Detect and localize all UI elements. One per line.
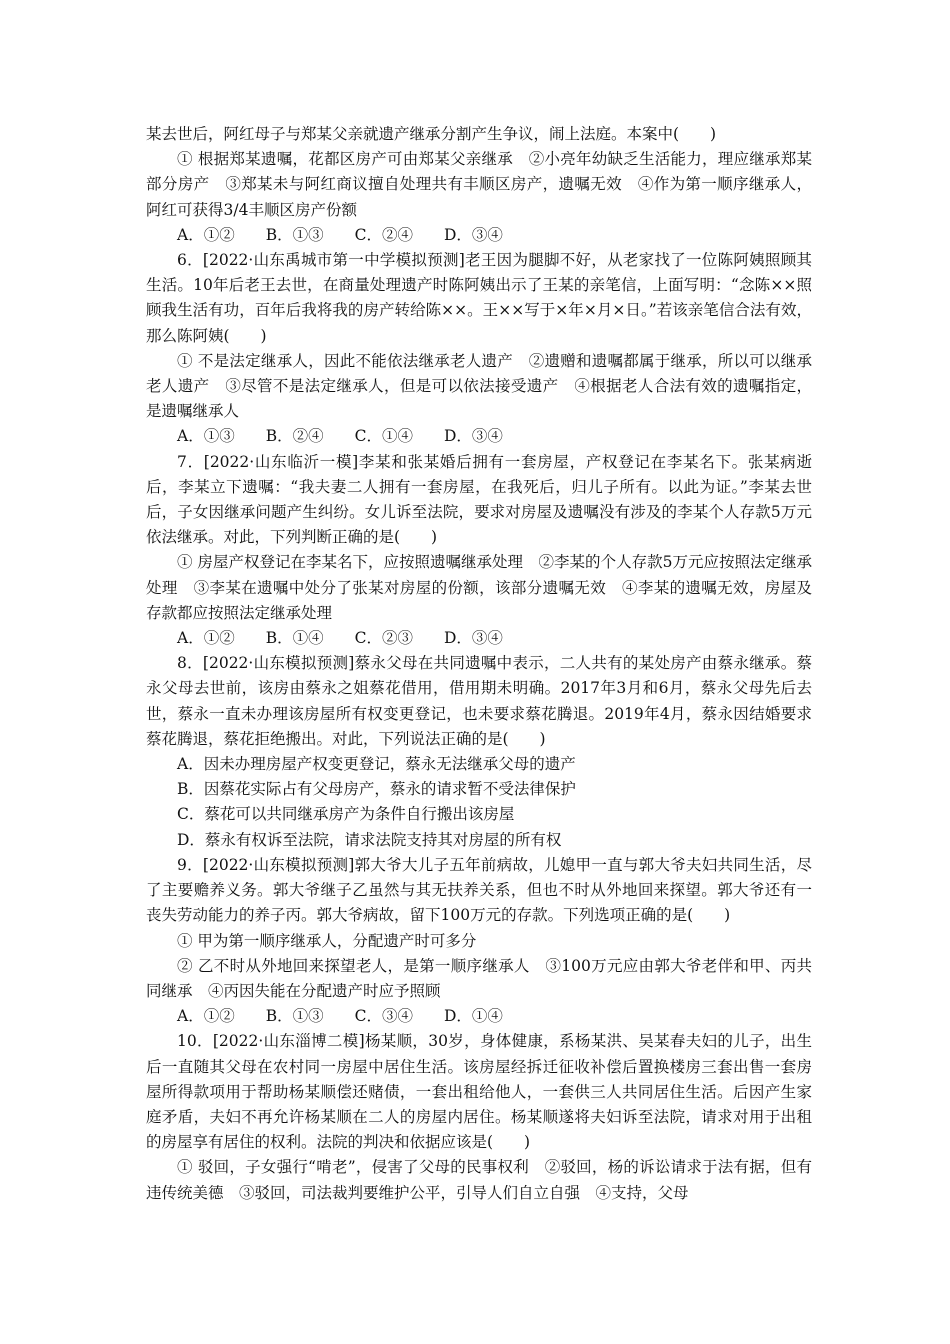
q7-stem: 7．[2022·山东临沂一模]李某和张某婚后拥有一套房屋，产权登记在李某名下。张某病逝后，李某立下遗嘱：“我夫妻二人拥有一套房屋，在我死后，归儿子所有。以此为证。”李某去世后，子女因继承问题产生纠纷。女儿诉至法院，要求对房屋及遗嘱没有涉及的李某个人存款5万元依法继承。对此，下列判断正确的是( ) xyxy=(146,452,812,547)
q10-stem: 10．[2022·山东淄博二模]杨某顺，30岁，身体健康，系杨某洪、吴某春夫妇的儿子，出生后一直随其父母在农村同一房屋中居住生活。该房屋经拆迁征收补偿后置换楼房三套出售一套房屋所得款项用于帮助杨某顺偿还赌债，一套出租给他人，一套供三人共同居住生活。后因产生家庭矛盾，夫妇不再允许杨某顺在二人的房屋内居住。杨某顺遂将夫妇诉至法院，请求对用于出租的房屋享有居住的权利。法院的判决和依据应该是( ) xyxy=(146,1032,812,1152)
q5-stem-tail: 某去世后，阿红母子与郑某父亲就遗产继承分割产生争议，闹上法庭。本案中( ) xyxy=(146,125,717,143)
q5-statements: ① 根据郑某遗嘱，花都区房产可由郑某父亲继承 ②小亮年幼缺乏生活能力，理应继承郑某部分房产 ③郑某未与阿红商议擅自处理共有丰顺区房产，遗嘱无效 ④作为第一顺序继承人，阿红可获得3/4丰顺区房产份额 xyxy=(146,150,812,219)
q8-choice-a: A．因未办理房屋产权变更登记，蔡永无法继承父母的遗产 xyxy=(177,755,576,774)
exam-page xyxy=(146,122,812,1206)
q9-stem: 9．[2022·山东模拟预测]郭大爷大儿子五年前病故，儿媳甲一直与郭大爷夫妇共同生活，尽了主要赡养义务。郭大爷继子乙虽然与其无扶养关系，但也不时从外地回来探望。郭大爷还有一丧失劳动能力的养子丙。郭大爷病故，留下100万元的存款。下列选项正确的是( ) xyxy=(146,855,812,925)
q10-statements: ① 驳回，子女强行“啃老”，侵害了父母的民事权利 ②驳回，杨的诉讼请求于法有据，但有违传统美德 ③驳回，司法裁判要维护公平，引导人们自立自强 ④支持，父母 xyxy=(146,1158,812,1202)
q6-stem: 6．[2022·山东禹城市第一中学模拟预测]老王因为腿脚不好，从老家找了一位陈阿姨照顾其生活。10年后老王去世，在商量处理遗产时陈阿姨出示了王某的亲笔信，上面写明：“念陈××照顾我生活有功，百年后我将我的房产转给陈××。王××写于×年×月×日。”若该亲笔信合法有效，那么陈阿姨( ) xyxy=(146,251,812,345)
q9-options: A．①② B．①③ C．③④ D．①④ xyxy=(177,1007,503,1026)
q6-statements: ① 不是法定继承人，因此不能依法继承老人遗产 ②遗赠和遗嘱都属于继承，所以可以继承老人遗产 ③尽管不是法定继承人，但是可以依法接受遗产 ④根据老人合法有效的遗嘱指定，是遗嘱继承人 xyxy=(146,351,812,421)
q7-options: A．①② B．①④ C．②③ D．③④ xyxy=(177,629,503,648)
q8-stem: 8．[2022·山东模拟预测]蔡永父母在共同遗嘱中表示，二人共有的某处房产由蔡永继承。蔡永父母去世前，该房由蔡永之姐蔡花借用，借用期未明确。2017年3月和6月，蔡永父母先后去世，蔡永一直未办理该房屋所有权变更登记，也未要求蔡花腾退。2019年4月，蔡永因结婚要求蔡花腾退，蔡花拒绝搬出。对此，下列说法正确的是( ) xyxy=(146,654,812,748)
q8-choice-d: D．蔡永有权诉至法院，请求法院支持其对房屋的所有权 xyxy=(177,830,562,849)
q9-statement-1: ① 甲为第一顺序继承人，分配遗产时可多分 xyxy=(177,931,477,950)
q7-statements: ① 房屋产权登记在李某名下，应按照遗嘱继承处理 ②李某的个人存款5万元应按照法定继承处理 ③李某在遗嘱中处分了张某对房屋的份额，该部分遗嘱无效 ④李某的遗嘱无效，房屋及存款都应按照法定继承处理 xyxy=(146,553,812,622)
q8-choice-c: C．蔡花可以共同继承房产为条件自行搬出该房屋 xyxy=(177,805,515,824)
q6-options: A．①③ B．②④ C．①④ D．③④ xyxy=(177,427,503,446)
q9-statement-2: ② 乙不时从外地回来探望老人，是第一顺序继承人 ③100万元应由郭大爷老伴和甲、丙共同继承 ④丙因失能在分配遗产时应予照顾 xyxy=(146,956,812,1000)
q5-options: A．①② B．①③ C．②④ D．③④ xyxy=(177,225,503,244)
q8-choice-b: B．因蔡花实际占有父母房产，蔡永的请求暂不受法律保护 xyxy=(177,780,576,799)
